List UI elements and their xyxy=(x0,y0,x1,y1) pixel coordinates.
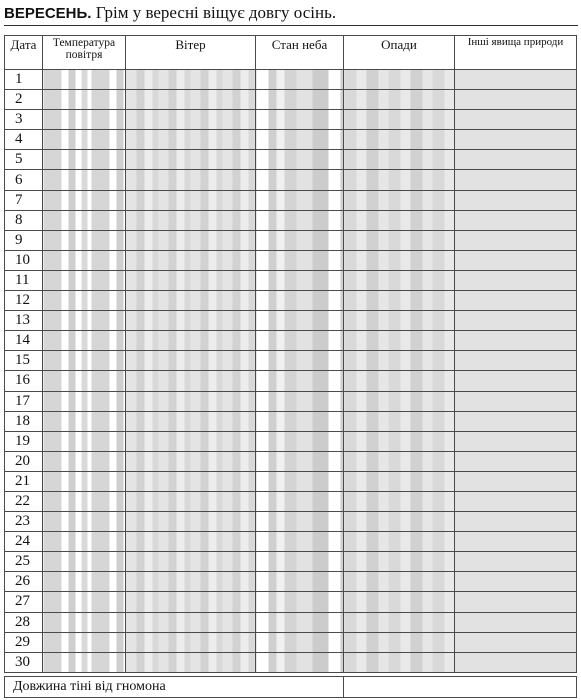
temperature-cell[interactable] xyxy=(43,391,126,411)
table-row xyxy=(5,110,577,130)
date-cell: 5 xyxy=(5,150,43,170)
precipitation-cell[interactable] xyxy=(344,311,455,331)
date-cell: 27 xyxy=(5,592,43,612)
wind-cell[interactable] xyxy=(126,230,256,250)
header-sky: Стан неба xyxy=(256,36,344,70)
date-cell: 29 xyxy=(5,632,43,652)
precipitation-cell[interactable] xyxy=(344,331,455,351)
sky-cell[interactable] xyxy=(256,572,344,592)
temperature-cell[interactable] xyxy=(43,351,126,371)
other-phenomena-cell[interactable] xyxy=(455,552,577,572)
table-row xyxy=(5,532,577,552)
other-phenomena-cell[interactable] xyxy=(455,150,577,170)
sky-cell[interactable] xyxy=(256,170,344,190)
date-cell: 10 xyxy=(5,250,43,270)
table-row xyxy=(5,291,577,311)
table-row xyxy=(5,150,577,170)
temperature-cell[interactable] xyxy=(43,532,126,552)
table-row xyxy=(5,411,577,431)
wind-cell[interactable] xyxy=(126,190,256,210)
header-wind: Вітер xyxy=(126,36,256,70)
date-cell: 12 xyxy=(5,291,43,311)
precipitation-cell[interactable] xyxy=(344,431,455,451)
table-row xyxy=(5,70,577,90)
wind-cell[interactable] xyxy=(126,170,256,190)
sky-cell[interactable] xyxy=(256,70,344,90)
temperature-cell[interactable] xyxy=(43,431,126,451)
sky-cell[interactable] xyxy=(256,592,344,612)
sky-cell[interactable] xyxy=(256,391,344,411)
wind-cell[interactable] xyxy=(126,411,256,431)
date-cell: 11 xyxy=(5,270,43,290)
date-cell: 2 xyxy=(5,90,43,110)
table-row xyxy=(5,471,577,491)
temperature-cell[interactable] xyxy=(43,291,126,311)
precipitation-cell[interactable] xyxy=(344,90,455,110)
table-row xyxy=(5,371,577,391)
precipitation-cell[interactable] xyxy=(344,411,455,431)
other-phenomena-cell[interactable] xyxy=(455,451,577,471)
sky-cell[interactable] xyxy=(256,471,344,491)
precipitation-cell[interactable] xyxy=(344,150,455,170)
temperature-cell[interactable] xyxy=(43,210,126,230)
temperature-cell[interactable] xyxy=(43,552,126,572)
precipitation-cell[interactable] xyxy=(344,270,455,290)
header-other: Інші явища природи xyxy=(455,36,577,70)
wind-cell[interactable] xyxy=(126,311,256,331)
date-cell: 6 xyxy=(5,170,43,190)
proverb: Грім у вересні віщує довгу осінь. xyxy=(95,3,337,22)
temperature-cell[interactable] xyxy=(43,371,126,391)
table-row xyxy=(5,130,577,150)
other-phenomena-cell[interactable] xyxy=(455,90,577,110)
wind-cell[interactable] xyxy=(126,210,256,230)
sky-cell[interactable] xyxy=(256,210,344,230)
other-phenomena-cell[interactable] xyxy=(455,311,577,331)
table-row xyxy=(5,512,577,532)
sky-cell[interactable] xyxy=(256,451,344,471)
header-precipitation: Опади xyxy=(344,36,455,70)
temperature-cell[interactable] xyxy=(43,512,126,532)
sky-cell[interactable] xyxy=(256,512,344,532)
wind-cell[interactable] xyxy=(126,552,256,572)
date-cell: 13 xyxy=(5,311,43,331)
gnomon-label: Довжина тіні від гномона xyxy=(5,677,344,698)
date-cell: 22 xyxy=(5,491,43,511)
other-phenomena-cell[interactable] xyxy=(455,351,577,371)
precipitation-cell[interactable] xyxy=(344,451,455,471)
precipitation-cell[interactable] xyxy=(344,532,455,552)
temperature-cell[interactable] xyxy=(43,230,126,250)
wind-cell[interactable] xyxy=(126,250,256,270)
other-phenomena-cell[interactable] xyxy=(455,612,577,632)
header-row xyxy=(5,36,577,70)
precipitation-cell[interactable] xyxy=(344,230,455,250)
other-phenomena-cell[interactable] xyxy=(455,592,577,612)
other-phenomena-cell[interactable] xyxy=(455,411,577,431)
table-row xyxy=(5,391,577,411)
other-phenomena-cell[interactable] xyxy=(455,431,577,451)
temperature-cell[interactable] xyxy=(43,130,126,150)
table-row xyxy=(5,170,577,190)
table-row xyxy=(5,612,577,632)
wind-cell[interactable] xyxy=(126,270,256,290)
precipitation-cell[interactable] xyxy=(344,351,455,371)
gnomon-row xyxy=(5,677,577,698)
temperature-cell[interactable] xyxy=(43,652,126,672)
sky-cell[interactable] xyxy=(256,270,344,290)
other-phenomena-cell[interactable] xyxy=(455,371,577,391)
date-cell: 30 xyxy=(5,652,43,672)
date-cell: 8 xyxy=(5,210,43,230)
date-cell: 20 xyxy=(5,451,43,471)
wind-cell[interactable] xyxy=(126,532,256,552)
sky-cell[interactable] xyxy=(256,110,344,130)
precipitation-cell[interactable] xyxy=(344,572,455,592)
other-phenomena-cell[interactable] xyxy=(455,170,577,190)
temperature-cell[interactable] xyxy=(43,612,126,632)
other-phenomena-cell[interactable] xyxy=(455,270,577,290)
sky-cell[interactable] xyxy=(256,431,344,451)
date-cell: 9 xyxy=(5,230,43,250)
sky-cell[interactable] xyxy=(256,331,344,351)
temperature-cell[interactable] xyxy=(43,190,126,210)
wind-cell[interactable] xyxy=(126,110,256,130)
table-row xyxy=(5,311,577,331)
other-phenomena-cell[interactable] xyxy=(455,331,577,351)
table-row xyxy=(5,572,577,592)
other-phenomena-cell[interactable] xyxy=(455,291,577,311)
precipitation-cell[interactable] xyxy=(344,371,455,391)
wind-cell[interactable] xyxy=(126,471,256,491)
header-temperature: Температура повітря xyxy=(43,36,126,70)
wind-cell[interactable] xyxy=(126,391,256,411)
other-phenomena-cell[interactable] xyxy=(455,250,577,270)
precipitation-cell[interactable] xyxy=(344,190,455,210)
wind-cell[interactable] xyxy=(126,150,256,170)
wind-cell[interactable] xyxy=(126,431,256,451)
date-cell: 14 xyxy=(5,331,43,351)
sky-cell[interactable] xyxy=(256,150,344,170)
other-phenomena-cell[interactable] xyxy=(455,652,577,672)
date-cell: 19 xyxy=(5,431,43,451)
other-phenomena-cell[interactable] xyxy=(455,130,577,150)
sky-cell[interactable] xyxy=(256,552,344,572)
precipitation-cell[interactable] xyxy=(344,291,455,311)
precipitation-cell[interactable] xyxy=(344,512,455,532)
other-phenomena-cell[interactable] xyxy=(455,210,577,230)
page-title xyxy=(4,3,336,24)
sky-cell[interactable] xyxy=(256,311,344,331)
temperature-cell[interactable] xyxy=(43,632,126,652)
wind-cell[interactable] xyxy=(126,451,256,471)
date-cell: 7 xyxy=(5,190,43,210)
temperature-cell[interactable] xyxy=(43,572,126,592)
wind-cell[interactable] xyxy=(126,632,256,652)
table-row xyxy=(5,210,577,230)
temperature-cell[interactable] xyxy=(43,270,126,290)
table-row xyxy=(5,331,577,351)
weather-journal-table xyxy=(4,35,577,673)
sky-cell[interactable] xyxy=(256,532,344,552)
header-date: Дата xyxy=(5,36,43,70)
precipitation-cell[interactable] xyxy=(344,632,455,652)
gnomon-table xyxy=(4,676,577,698)
table-row xyxy=(5,270,577,290)
temperature-cell[interactable] xyxy=(43,592,126,612)
sky-cell[interactable] xyxy=(256,90,344,110)
wind-cell[interactable] xyxy=(126,512,256,532)
gnomon-value-cell[interactable] xyxy=(344,677,577,698)
date-cell: 25 xyxy=(5,552,43,572)
date-cell: 28 xyxy=(5,612,43,632)
sky-cell[interactable] xyxy=(256,250,344,270)
sky-cell[interactable] xyxy=(256,491,344,511)
date-cell: 21 xyxy=(5,471,43,491)
precipitation-cell[interactable] xyxy=(344,592,455,612)
sky-cell[interactable] xyxy=(256,632,344,652)
table-row xyxy=(5,632,577,652)
temperature-cell[interactable] xyxy=(43,70,126,90)
sky-cell[interactable] xyxy=(256,612,344,632)
temperature-cell[interactable] xyxy=(43,411,126,431)
sky-cell[interactable] xyxy=(256,291,344,311)
table-row xyxy=(5,431,577,451)
precipitation-cell[interactable] xyxy=(344,210,455,230)
day-rows xyxy=(5,70,577,673)
precipitation-cell[interactable] xyxy=(344,170,455,190)
table-row xyxy=(5,230,577,250)
other-phenomena-cell[interactable] xyxy=(455,70,577,90)
sky-cell[interactable] xyxy=(256,230,344,250)
sky-cell[interactable] xyxy=(256,411,344,431)
temperature-cell[interactable] xyxy=(43,250,126,270)
table-row xyxy=(5,351,577,371)
wind-cell[interactable] xyxy=(126,70,256,90)
temperature-cell[interactable] xyxy=(43,451,126,471)
wind-cell[interactable] xyxy=(126,592,256,612)
sky-cell[interactable] xyxy=(256,652,344,672)
other-phenomena-cell[interactable] xyxy=(455,491,577,511)
wind-cell[interactable] xyxy=(126,331,256,351)
sky-cell[interactable] xyxy=(256,351,344,371)
wind-cell[interactable] xyxy=(126,351,256,371)
other-phenomena-cell[interactable] xyxy=(455,110,577,130)
date-cell: 3 xyxy=(5,110,43,130)
other-phenomena-cell[interactable] xyxy=(455,532,577,552)
table-row xyxy=(5,250,577,270)
date-cell: 1 xyxy=(5,70,43,90)
table-row xyxy=(5,90,577,110)
temperature-cell[interactable] xyxy=(43,150,126,170)
precipitation-cell[interactable] xyxy=(344,552,455,572)
date-cell: 24 xyxy=(5,532,43,552)
wind-cell[interactable] xyxy=(126,291,256,311)
table-row xyxy=(5,652,577,672)
other-phenomena-cell[interactable] xyxy=(455,471,577,491)
table-row xyxy=(5,592,577,612)
precipitation-cell[interactable] xyxy=(344,491,455,511)
date-cell: 15 xyxy=(5,351,43,371)
table-row xyxy=(5,451,577,471)
wind-cell[interactable] xyxy=(126,652,256,672)
temperature-cell[interactable] xyxy=(43,331,126,351)
wind-cell[interactable] xyxy=(126,130,256,150)
wind-cell[interactable] xyxy=(126,90,256,110)
date-cell: 4 xyxy=(5,130,43,150)
precipitation-cell[interactable] xyxy=(344,110,455,130)
sky-cell[interactable] xyxy=(256,371,344,391)
date-cell: 23 xyxy=(5,512,43,532)
precipitation-cell[interactable] xyxy=(344,70,455,90)
date-cell: 18 xyxy=(5,411,43,431)
date-cell: 17 xyxy=(5,391,43,411)
other-phenomena-cell[interactable] xyxy=(455,512,577,532)
temperature-cell[interactable] xyxy=(43,170,126,190)
sky-cell[interactable] xyxy=(256,130,344,150)
other-phenomena-cell[interactable] xyxy=(455,632,577,652)
table-row xyxy=(5,491,577,511)
precipitation-cell[interactable] xyxy=(344,250,455,270)
wind-cell[interactable] xyxy=(126,371,256,391)
title-rule xyxy=(4,25,578,26)
other-phenomena-cell[interactable] xyxy=(455,190,577,210)
precipitation-cell[interactable] xyxy=(344,391,455,411)
temperature-cell[interactable] xyxy=(43,110,126,130)
sky-cell[interactable] xyxy=(256,190,344,210)
precipitation-cell[interactable] xyxy=(344,471,455,491)
table-row xyxy=(5,190,577,210)
temperature-cell[interactable] xyxy=(43,491,126,511)
wind-cell[interactable] xyxy=(126,612,256,632)
other-phenomena-cell[interactable] xyxy=(455,230,577,250)
date-cell: 26 xyxy=(5,572,43,592)
table-row xyxy=(5,552,577,572)
precipitation-cell[interactable] xyxy=(344,130,455,150)
precipitation-cell[interactable] xyxy=(344,612,455,632)
wind-cell[interactable] xyxy=(126,491,256,511)
date-cell: 16 xyxy=(5,371,43,391)
temperature-cell[interactable] xyxy=(43,311,126,331)
precipitation-cell[interactable] xyxy=(344,652,455,672)
other-phenomena-cell[interactable] xyxy=(455,572,577,592)
temperature-cell[interactable] xyxy=(43,471,126,491)
wind-cell[interactable] xyxy=(126,572,256,592)
other-phenomena-cell[interactable] xyxy=(455,391,577,411)
month-title: ВЕРЕСЕНЬ. xyxy=(4,5,92,22)
temperature-cell[interactable] xyxy=(43,90,126,110)
